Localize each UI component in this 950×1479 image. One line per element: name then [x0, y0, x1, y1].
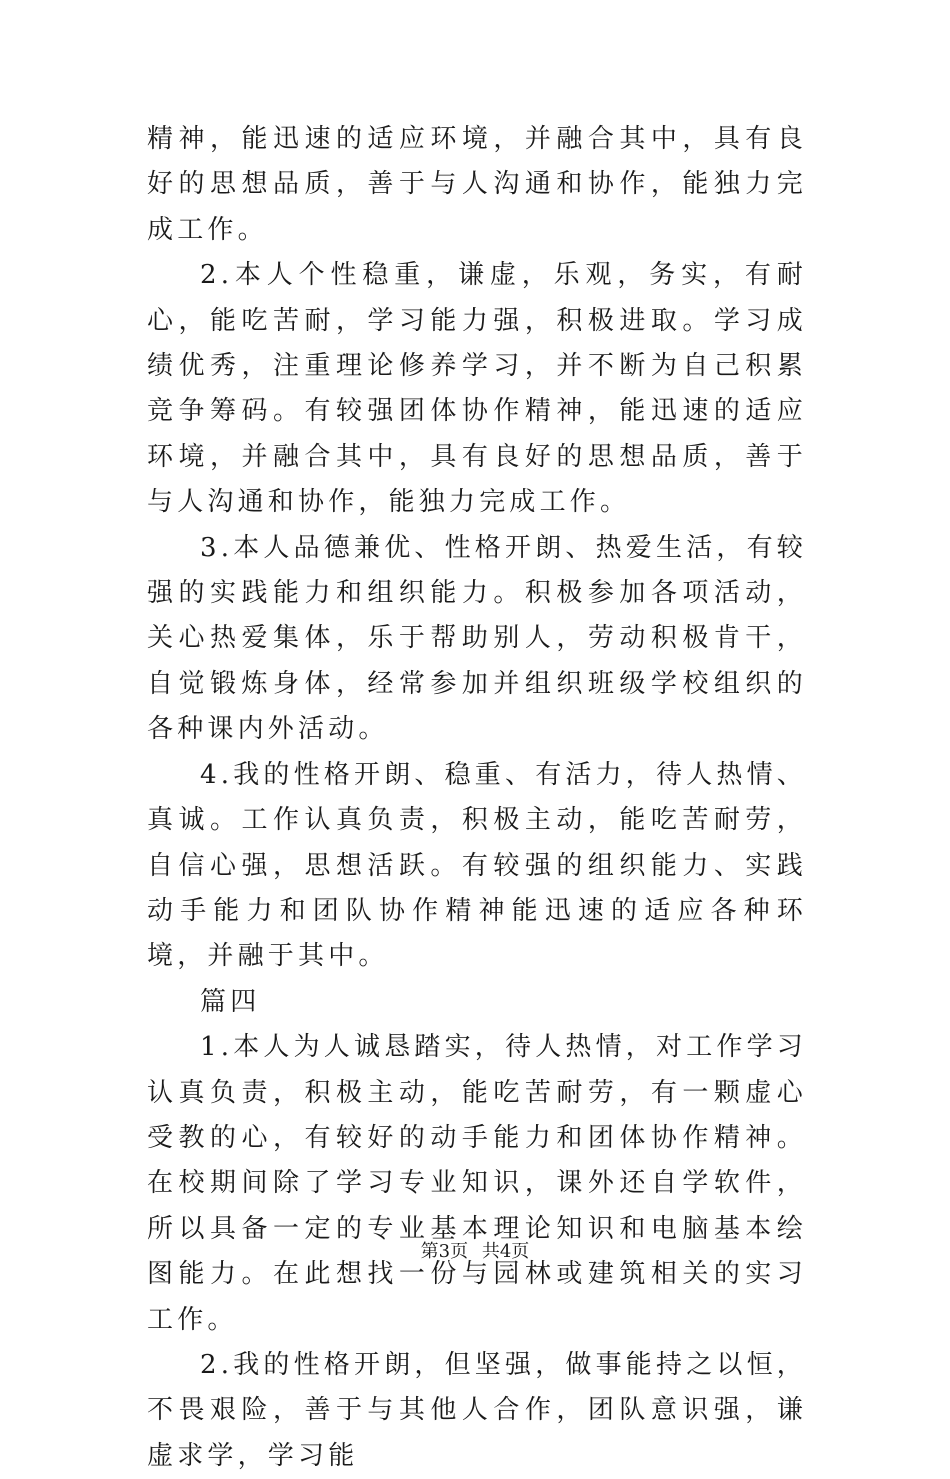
paragraph-item-2: 2.本人个性稳重，谦虚，乐观，务实，有耐心，能吃苦耐，学习能力强，积极进取。学习成绩优秀，注重理论修养学习，并不断为自己积累竞争筹码。有较强团体协作精神，能迅速的适应环境，并融合其中，具有良好的思想品质，善于与人沟通和协作，能独力完成工作。: [147, 260, 807, 518]
section-heading: 篇四: [200, 986, 261, 1017]
paragraph-item-4: 4.我的性格开朗、稳重、有活力，待人热情、真诚。工作认真负责，积极主动，能吃苦耐劳，自信心强，思想活跃。有较强的组织能力、实践动手能力和团队协作精神能迅速的适应各种环境，并融于其中。: [147, 759, 808, 972]
document-body: [147, 117, 807, 1479]
paragraph-item-3: 3.本人品德兼优、性格开朗、热爱生活，有较强的实践能力和组织能力。积极参加各项活动，关心热爱集体，乐于帮助别人，劳动积极肯干，自觉锻炼身体，经常参加并组织班级学校组织的各种课内外活动。: [147, 532, 808, 745]
paragraph-continuation: 精神，能迅速的适应环境，并融合其中，具有良好的思想品质，善于与人沟通和协作，能独力完成工作。: [147, 124, 807, 245]
page-footer: [0, 1240, 950, 1264]
paragraph-section4-item-2: 2.我的性格开朗，但坚强，做事能持之以恒，不畏艰险，善于与其他人合作，团队意识强，谦虚求学，学习能: [147, 1349, 808, 1471]
paragraph-section4-item-1: 1.本人为人诚恳踏实，待人热情，对工作学习认真负责，积极主动，能吃苦耐劳，有一颗虚心受教的心，有较好的动手能力和团体协作精神。在校期间除了学习专业知识，课外还自学软件，所以具备一定的专业基本理论知识和电脑基本绘图能力。在此想找一份与园林或建筑相关的实习工作。: [147, 1032, 808, 1335]
page-total: 共4页: [481, 1241, 530, 1262]
page-number: 第3页: [420, 1241, 469, 1262]
